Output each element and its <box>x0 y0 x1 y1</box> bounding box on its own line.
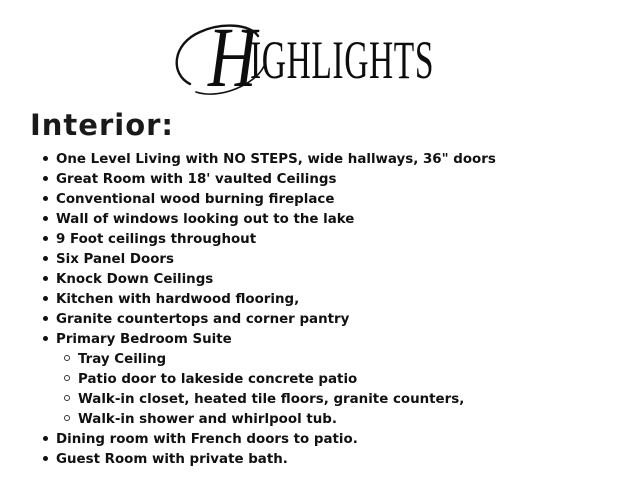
list-item <box>40 250 496 270</box>
list-item <box>40 170 496 190</box>
bullet-icon <box>43 456 48 461</box>
list-item-text: Tray Ceiling <box>78 352 167 367</box>
highlights-list <box>40 150 496 470</box>
hollow-bullet-icon <box>64 395 70 401</box>
list-item-text: One Level Living with NO STEPS, wide hallways, 36" doors <box>56 152 496 167</box>
list-item <box>40 330 496 350</box>
bullet-icon <box>43 296 48 301</box>
bullet-icon <box>43 176 48 181</box>
hollow-bullet-icon <box>64 415 70 421</box>
list-item <box>40 310 496 330</box>
list-item-text: Primary Bedroom Suite <box>56 332 232 347</box>
bullet-icon <box>43 336 48 341</box>
sub-list-item <box>40 350 496 370</box>
bullet-icon <box>43 436 48 441</box>
list-item-text: Dining room with French doors to patio. <box>56 432 358 447</box>
hollow-bullet-icon <box>64 355 70 361</box>
list-item-text: Walk-in shower and whirlpool tub. <box>78 412 337 427</box>
bullet-icon <box>43 276 48 281</box>
list-item <box>40 210 496 230</box>
sub-list-item <box>40 390 496 410</box>
list-item-text: Great Room with 18' vaulted Ceilings <box>56 172 337 187</box>
section-heading: Interior: <box>30 108 175 142</box>
list-item <box>40 270 496 290</box>
bullet-icon <box>43 216 48 221</box>
page-title <box>201 6 439 105</box>
bullet-icon <box>43 256 48 261</box>
list-item <box>40 150 496 170</box>
bullet-icon <box>43 316 48 321</box>
hollow-bullet-icon <box>64 375 70 381</box>
bullet-icon <box>43 196 48 201</box>
list-item-text: Patio door to lakeside concrete patio <box>78 372 358 387</box>
list-item-text: Walk-in closet, heated tile floors, granite counters, <box>78 392 465 407</box>
list-item <box>40 230 496 250</box>
list-item <box>40 290 496 310</box>
list-item-text: Six Panel Doors <box>56 252 174 267</box>
title-rest: IGHLIGHTS <box>250 30 435 90</box>
list-item <box>40 190 496 210</box>
list-item <box>40 450 496 470</box>
list-item-text: Guest Room with private bath. <box>56 452 288 467</box>
list-item-text: Conventional wood burning fireplace <box>56 192 335 207</box>
list-item-text: Kitchen with hardwood flooring, <box>56 292 300 307</box>
list-item-text: Wall of windows looking out to the lake <box>56 212 355 227</box>
list-item-text: Granite countertops and corner pantry <box>56 312 350 327</box>
bullet-icon <box>43 156 48 161</box>
list-item <box>40 430 496 450</box>
sub-list-item <box>40 370 496 390</box>
sub-list-item <box>40 410 496 430</box>
list-item-text: 9 Foot ceilings throughout <box>56 232 257 247</box>
title-initial: H <box>207 9 258 105</box>
bullet-icon <box>43 236 48 241</box>
title-area <box>0 6 640 105</box>
list-item-text: Knock Down Ceilings <box>56 272 214 287</box>
